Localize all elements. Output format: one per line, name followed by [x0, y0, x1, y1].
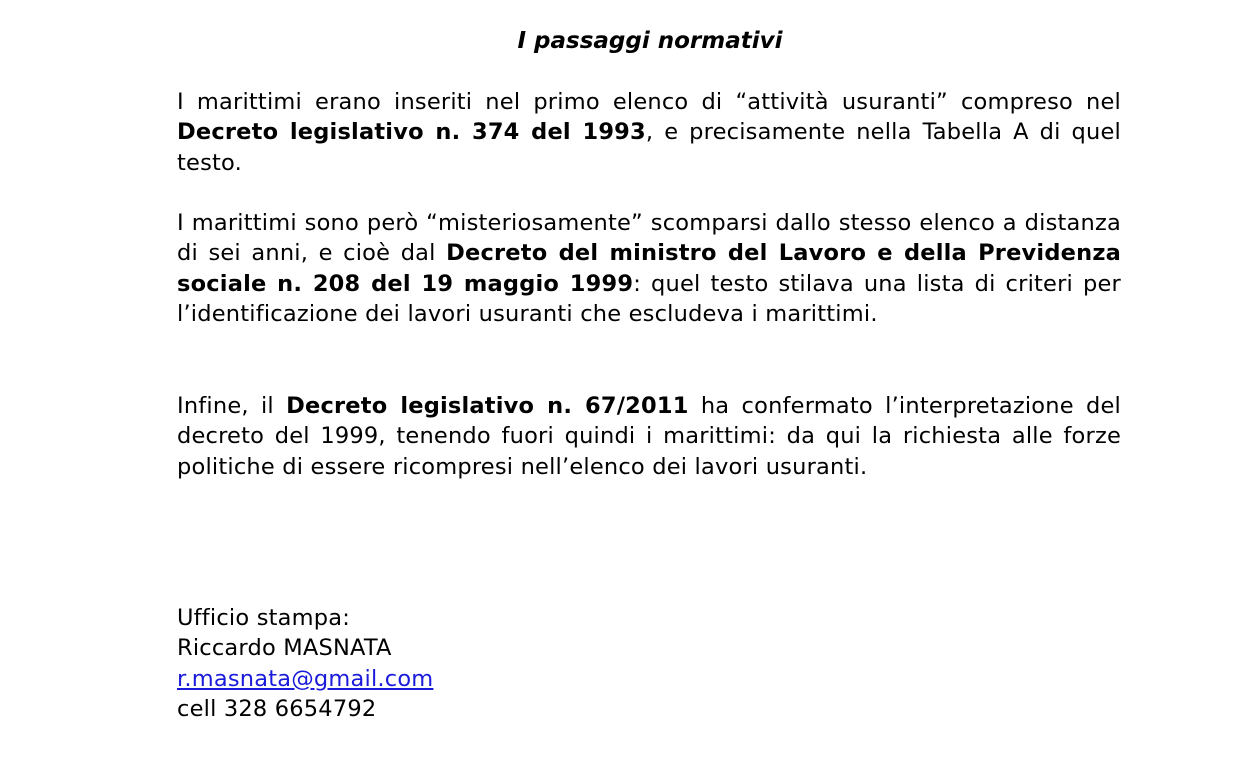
- contact-block: [177, 603, 433, 724]
- paragraph-2: [177, 208, 1121, 329]
- paragraph-3: [177, 391, 1121, 482]
- paragraph-3-text-a: Infine, il: [177, 393, 287, 419]
- paragraph-3-text-b: ha confermato l’interpretazione del decreto del 1999, tenendo fuori quindi i marittimi: da qui la richiesta alle forze politiche di essere ricompresi nell’elenco dei lavori usuranti.: [177, 393, 1121, 480]
- paragraph-3-bold-decree: Decreto legislativo n. 67/2011: [286, 393, 689, 419]
- paragraph-1-bold-decree: Decreto legislativo n. 374 del 1993: [177, 119, 646, 146]
- paragraph-1: [177, 87, 1121, 178]
- contact-email-link[interactable]: r.masnata@gmail.com: [177, 665, 434, 692]
- paragraph-1-text-b: , e precisamente nella Tabella A di quel testo.: [177, 119, 1121, 176]
- contact-name: Riccardo MASNATA: [177, 635, 392, 662]
- contact-label: Ufficio stampa:: [177, 605, 351, 631]
- paragraph-1-text-a: I marittimi erano inseriti nel primo elenco di “attività usuranti” compreso nel: [177, 89, 1121, 115]
- paragraph-2-text-a: I marittimi sono però “misteriosamente” scomparsi dallo stesso elenco a distanza di sei anni, e cioè dal: [177, 210, 1121, 267]
- paragraph-2-bold-decree: Decreto del ministro del Lavoro e della Previdenza sociale n. 208 del 19 maggio 1999: [177, 240, 1122, 297]
- contact-phone: cell 328 6654792: [177, 695, 377, 722]
- document-title: I passaggi normativi: [517, 28, 783, 54]
- paragraph-2-text-b: : quel testo stilava una lista di criteri per l’identificazione dei lavori usuranti che escludeva i marittimi.: [177, 270, 1121, 327]
